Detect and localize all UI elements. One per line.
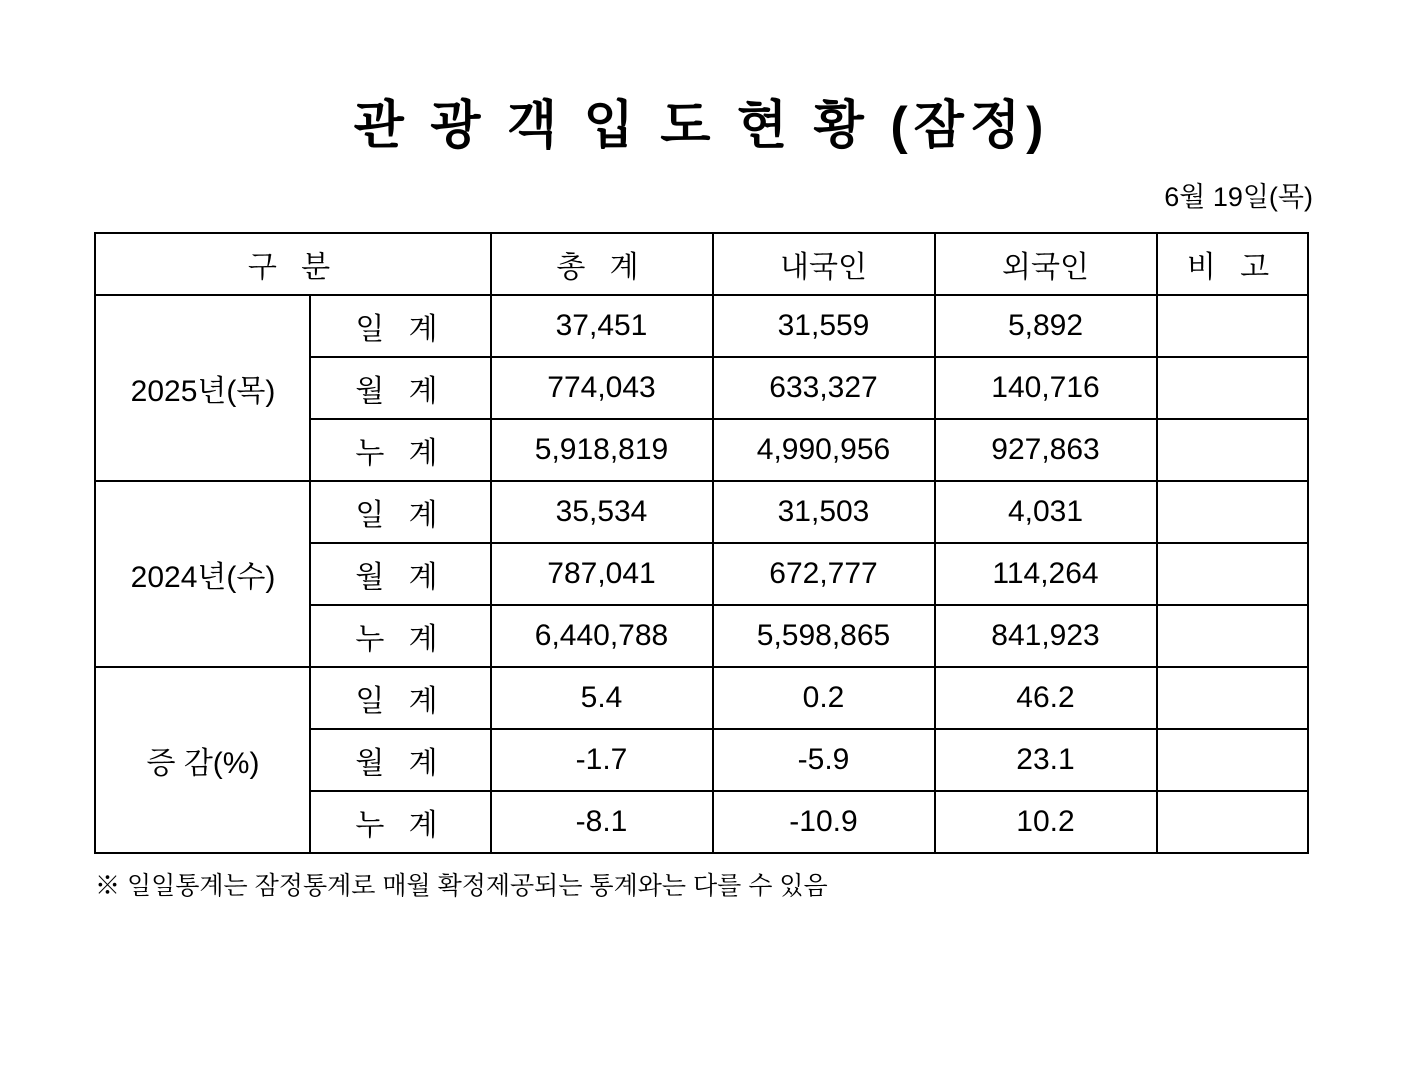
cell-foreign: 841,923 (935, 605, 1157, 667)
header-total: 총 계 (491, 233, 713, 295)
cell-foreign: 927,863 (935, 419, 1157, 481)
tourist-arrivals-table (94, 232, 1308, 854)
sub-label: 누 계 (310, 791, 490, 853)
cell-total: 774,043 (491, 357, 713, 419)
footnote: ※ 일일통계는 잠정통계로 매월 확정제공되는 통계와는 다를 수 있음 (95, 872, 828, 901)
cell-foreign: 5,892 (935, 295, 1157, 357)
sub-label: 일 계 (310, 481, 490, 543)
cell-domestic: 31,503 (713, 481, 935, 543)
sub-label: 월 계 (310, 357, 490, 419)
cell-total: 5.4 (491, 667, 713, 729)
sub-label: 월 계 (310, 729, 490, 791)
report-date: 6월 19일(목) (1164, 182, 1313, 213)
cell-foreign: 10.2 (935, 791, 1157, 853)
cell-note (1157, 481, 1308, 543)
cell-total: 5,918,819 (491, 419, 713, 481)
cell-note (1157, 729, 1308, 791)
cell-foreign: 114,264 (935, 543, 1157, 605)
table-header-row (95, 233, 1307, 295)
cell-total: 787,041 (491, 543, 713, 605)
cell-note (1157, 543, 1308, 605)
group-label-change: 증 감(%) (95, 667, 310, 853)
cell-domestic: 0.2 (713, 667, 935, 729)
cell-domestic: 31,559 (713, 295, 935, 357)
cell-domestic: 633,327 (713, 357, 935, 419)
cell-total: -1.7 (491, 729, 713, 791)
sub-label: 누 계 (310, 419, 490, 481)
sub-label: 월 계 (310, 543, 490, 605)
cell-note (1157, 791, 1308, 853)
cell-domestic: 672,777 (713, 543, 935, 605)
table-row (95, 667, 1307, 729)
table-row (95, 295, 1307, 357)
cell-total: 37,451 (491, 295, 713, 357)
header-foreign: 외국인 (935, 233, 1157, 295)
sub-label: 일 계 (310, 667, 490, 729)
sub-label: 일 계 (310, 295, 490, 357)
cell-domestic: -5.9 (713, 729, 935, 791)
cell-domestic: 5,598,865 (713, 605, 935, 667)
table-row (95, 481, 1307, 543)
cell-domestic: -10.9 (713, 791, 935, 853)
cell-foreign: 23.1 (935, 729, 1157, 791)
cell-note (1157, 295, 1308, 357)
sub-label: 누 계 (310, 605, 490, 667)
cell-foreign: 46.2 (935, 667, 1157, 729)
cell-note (1157, 419, 1308, 481)
header-division: 구 분 (95, 233, 490, 295)
cell-total: 6,440,788 (491, 605, 713, 667)
group-label-2024: 2024년(수) (95, 481, 310, 667)
header-note: 비 고 (1157, 233, 1308, 295)
page-title: 관 광 객 입 도 현 황 (잠정) (353, 97, 1050, 155)
cell-note (1157, 667, 1308, 729)
header-domestic: 내국인 (713, 233, 935, 295)
cell-foreign: 140,716 (935, 357, 1157, 419)
cell-foreign: 4,031 (935, 481, 1157, 543)
cell-note (1157, 605, 1308, 667)
group-label-2025: 2025년(목) (95, 295, 310, 481)
document-page (0, 98, 1403, 1090)
cell-domestic: 4,990,956 (713, 419, 935, 481)
cell-note (1157, 357, 1308, 419)
cell-total: -8.1 (491, 791, 713, 853)
cell-total: 35,534 (491, 481, 713, 543)
